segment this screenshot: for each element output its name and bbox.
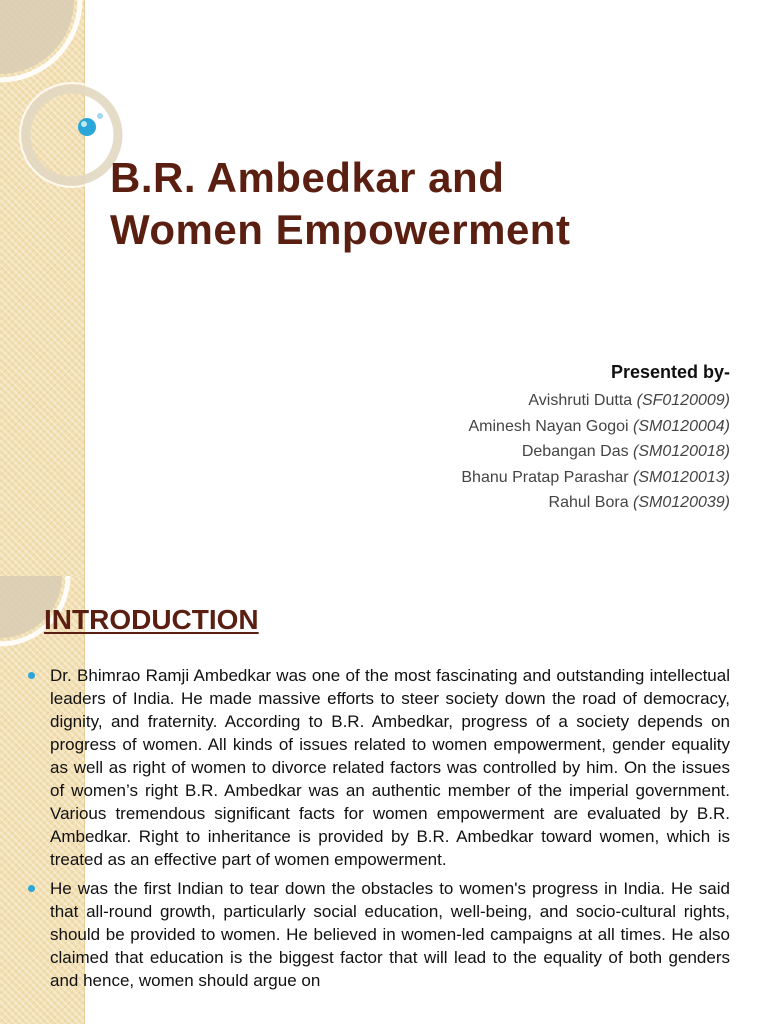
presenter-id: (SM0120013) [633,468,730,486]
presenter-item [461,465,730,491]
presented-by-heading: Presented by- [610,362,730,382]
introduction-slide [0,576,768,1024]
presenter-id: (SM0120018) [633,443,730,460]
slide-title-line-1: B.R. Ambedkar and [110,154,505,201]
presenter-item [461,490,730,516]
presenter-item [461,439,730,465]
bullet-item: Dr. Bhimrao Ramji Ambedkar was one of the most fascinating and outstanding intellectual leaders of India. He made massive efforts to steer society down the road of democracy, dignity, and fraternity. According to B.R. Ambedkar, progress of a society depends on progress of women. All kinds of issues related to women empowerment, gender equality as well as right of women to divorce related factors was controlled by him. On the issues of women’s right B.R. Ambedkar was an authentic member of the imperial government. Various tremendous significant facts for women empowerment are evaluated by B.R. Ambedkar. Right to inheritance is provided by B.R. Ambedkar toward women, which is treated as an effective part of women empowerment. [26,664,730,871]
presenter-name: Aminesh Nayan Gogoi [468,417,629,435]
presenter-id: (SF0120009) [636,392,730,409]
presenter-item [461,388,730,414]
presenter-name: Debangan Das [521,443,629,460]
presenter-name: Avishruti Dutta [528,392,633,409]
slide-title [110,152,570,256]
presenter-name: Bhanu Pratap Parashar [461,468,629,486]
presenter-id: (SM0120004) [633,417,730,435]
section-heading: INTRODUCTION [44,604,259,635]
presenter-name: Rahul Bora [548,494,629,511]
slide-title-line-2: Women Empowerment [110,206,571,253]
presenters-block [461,360,730,516]
bullet-item: He was the first Indian to tear down the obstacles to women's progress in India. He said that all-round growth, particularly social education, well-being, and socio-cultural rights, should be provided to women. He believed in women-led campaigns at all times. He also claimed that education is the biggest factor that will lead to the equality of both genders and hence, women should argue on [26,877,730,992]
bullet-list [26,664,730,998]
presenter-item [461,414,730,440]
presenter-id: (SM0120039) [633,494,730,511]
